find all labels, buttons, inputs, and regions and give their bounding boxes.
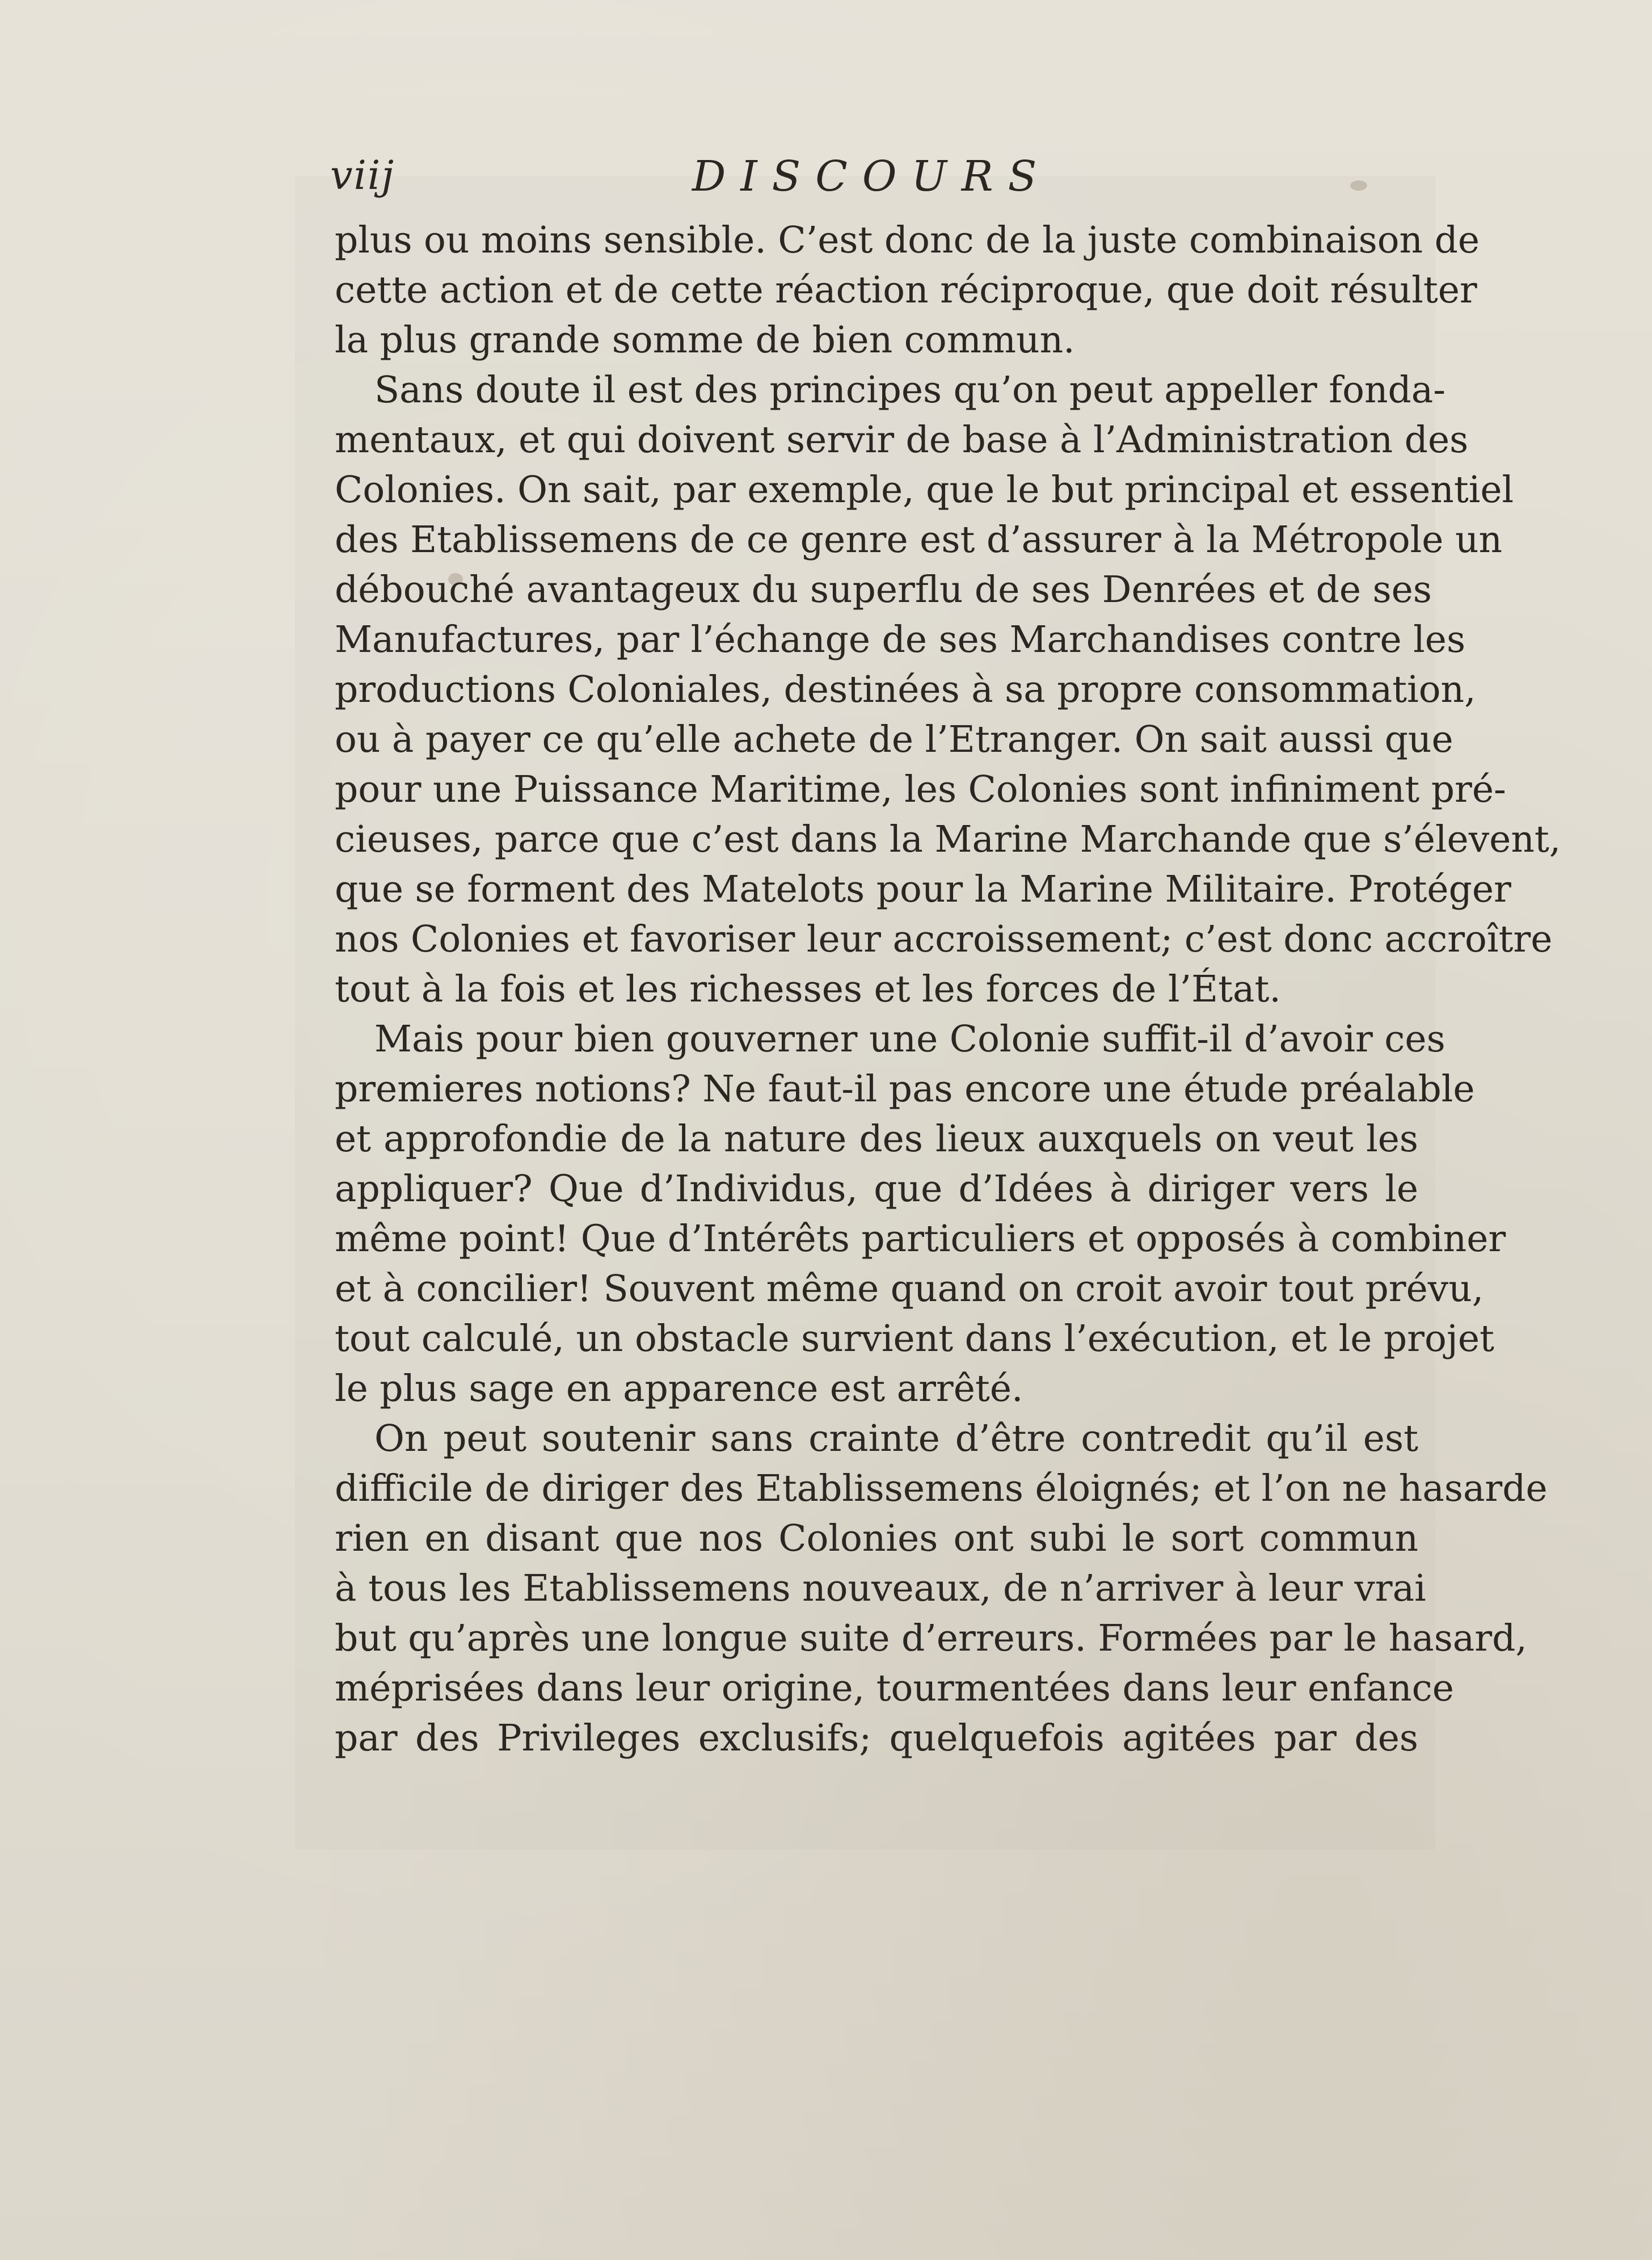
text-line: Sans doute il est des principes qu’on peut appeller fonda- <box>374 369 1446 411</box>
text-line: Colonies. On sait, par exemple, que le but principal et essentiel <box>335 469 1514 511</box>
text-line: la plus grande somme de bien commun. <box>335 319 1075 361</box>
text-line: but qu’après une longue suite d’erreurs. Formées par le hasard, <box>335 1617 1527 1660</box>
text-line: cette action et de cette réaction réciproque, que doit résulter <box>335 269 1477 312</box>
text-line: tout calculé, un obstacle survient dans l’exécution, et le projet <box>335 1318 1494 1360</box>
text-line: le plus sage en apparence est arrêté. <box>335 1367 1023 1410</box>
text-line: appliquer? Que d’Individus, que d’Idées à diriger vers le <box>335 1168 1418 1210</box>
text-line: cieuses, parce que c’est dans la Marine Marchande que s’élevent, <box>335 818 1561 861</box>
text-line: à tous les Etablissemens nouveaux, de n’arriver à leur vrai <box>335 1567 1426 1610</box>
text-line: par des Privileges exclusifs; quelquefois agitées par des <box>335 1717 1418 1760</box>
text-line: tout à la fois et les richesses et les forces de l’État. <box>335 968 1281 1011</box>
text-line: pour une Puissance Maritime, les Colonies sont infiniment pré- <box>335 768 1506 811</box>
text-line: productions Coloniales, destinées à sa propre consommation, <box>335 668 1476 711</box>
text-line: et à concilier! Souvent même quand on croit avoir tout prévu, <box>335 1268 1484 1310</box>
text-line: méprisées dans leur origine, tourmentées dans leur enfance <box>335 1667 1454 1710</box>
text-line: Mais pour bien gouverner une Colonie suffit-il d’avoir ces <box>374 1018 1446 1060</box>
text-line: que se forment des Matelots pour la Marine Militaire. Protéger <box>335 868 1511 911</box>
text-line: et approfondie de la nature des lieux auxquels on veut les <box>335 1118 1418 1160</box>
text-line: premieres notions? Ne faut-il pas encore une étude préalable <box>335 1068 1475 1110</box>
text-line: plus ou moins sensible. C’est donc de la juste combinaison de <box>335 219 1480 262</box>
running-title: DISCOURS <box>692 152 1052 201</box>
text-line: nos Colonies et favoriser leur accroissement; c’est donc accroître <box>335 918 1553 961</box>
text-line: difficile de diriger des Etablissemens éloignés; et l’on ne hasarde <box>335 1467 1548 1510</box>
text-line: ou à payer ce qu’elle achete de l’Etranger. On sait aussi que <box>335 718 1453 761</box>
text-line: des Etablissemens de ce genre est d’assurer à la Métropole un <box>335 519 1503 561</box>
text-line: débouché avantageux du superflu de ses Denrées et de ses <box>335 569 1432 611</box>
text-line: même point! Que d’Intérêts particuliers et opposés à combiner <box>335 1218 1506 1260</box>
text-line: mentaux, et qui doivent servir de base à l’Administration des <box>335 419 1469 461</box>
page-number: viij <box>330 152 395 199</box>
text-line: rien en disant que nos Colonies ont subi le sort commun <box>335 1517 1418 1560</box>
page-header <box>330 152 1414 203</box>
text-line: Manufactures, par l’échange de ses Marchandises contre les <box>335 618 1466 661</box>
body-text <box>335 216 1561 1764</box>
text-line: On peut soutenir sans crainte d’être contredit qu’il est <box>374 1417 1418 1460</box>
